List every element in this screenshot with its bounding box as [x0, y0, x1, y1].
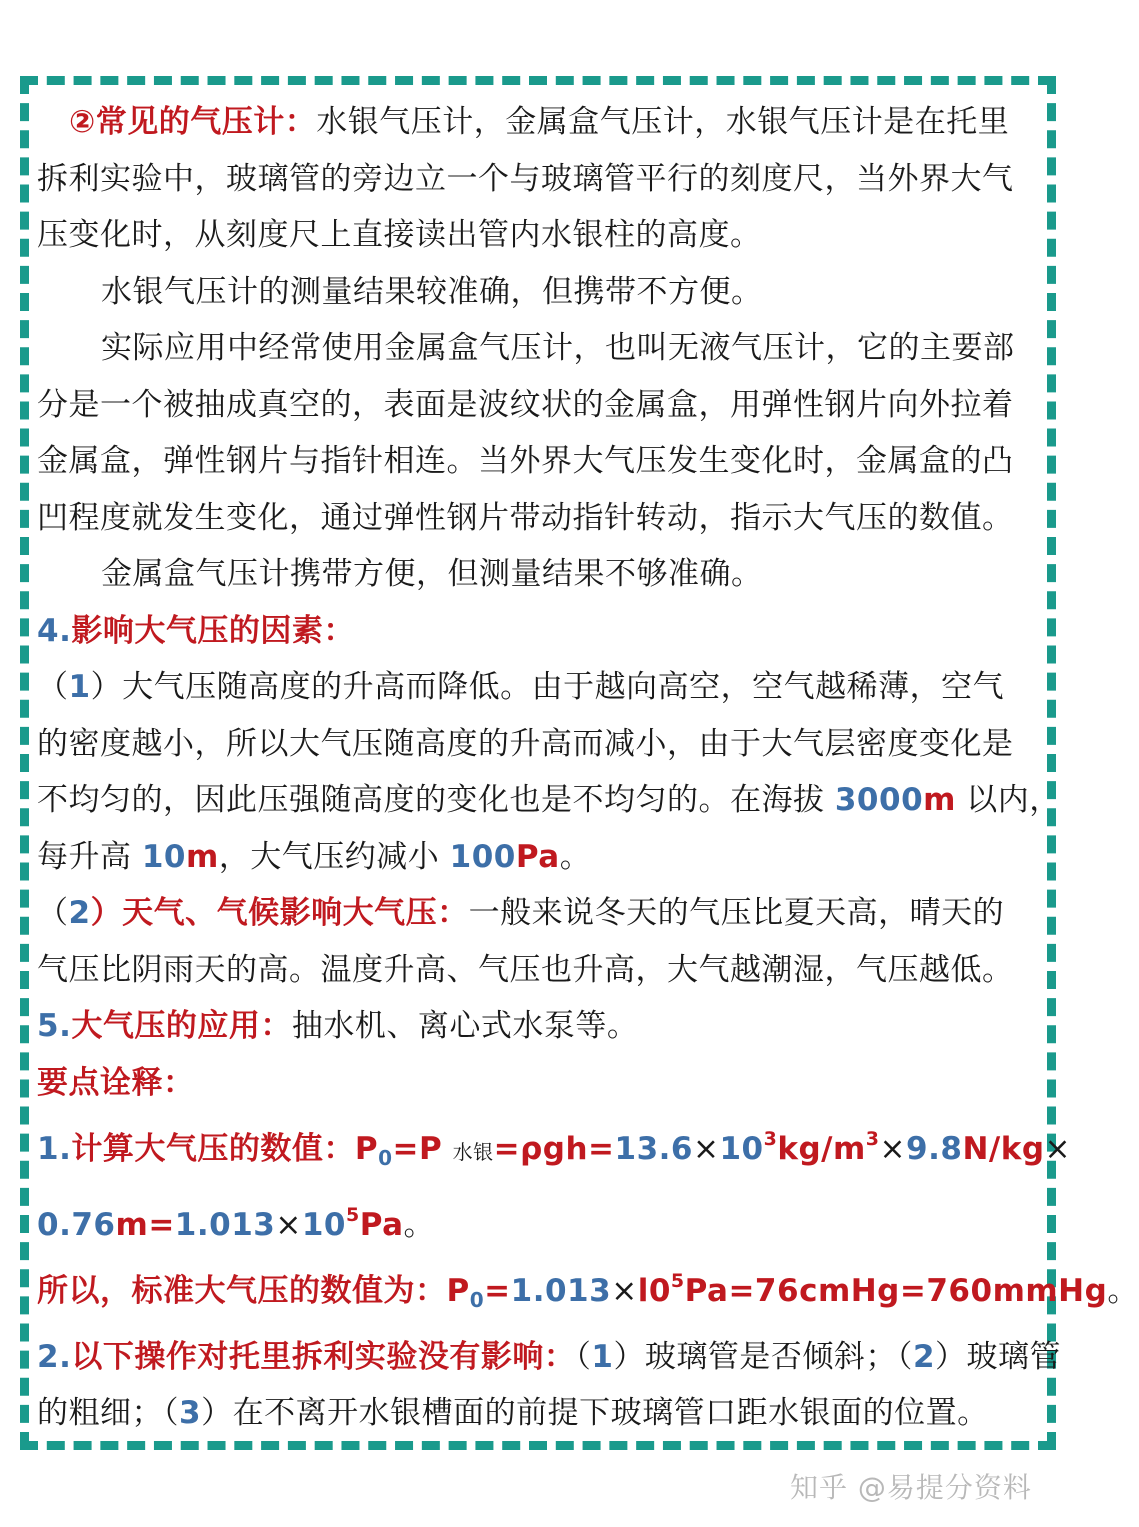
number-value: 1.013: [174, 1206, 276, 1243]
text-line: 水银气压计的测量结果较准确，但携带不方便。: [101, 273, 763, 310]
text-span: ）玻璃管是否倾斜；（: [613, 1338, 913, 1375]
symbol: =: [728, 1273, 755, 1309]
number-value: 76: [754, 1273, 800, 1309]
symbol: =: [588, 1131, 615, 1167]
subheading-weather: ）天气、气候影响大气压：: [90, 895, 469, 931]
formula-line: [37, 1187, 1049, 1254]
text-span: ）玻璃管: [935, 1338, 1062, 1375]
symbol: =: [899, 1273, 927, 1309]
heading-common-barometers: ②常见的气压计：: [69, 104, 317, 140]
unit: kg/m: [777, 1131, 866, 1167]
bracket: （: [37, 895, 69, 931]
symbol: P: [354, 1131, 379, 1167]
unit: m: [923, 782, 956, 818]
number-value: 9.8: [906, 1131, 963, 1167]
subscript: 0: [378, 1146, 393, 1170]
unit: m: [186, 838, 219, 875]
item-number: 1: [68, 669, 91, 705]
subscript: 0: [469, 1288, 485, 1312]
number-value: 760: [926, 1273, 993, 1309]
bracket: （: [37, 669, 69, 705]
text-line: 的密度越小，所以大气压随高度的升高而减小，由于大气层密度变化是: [37, 725, 1014, 762]
section-number: 4.: [37, 612, 72, 649]
text-line: 水银气压计，金属盒气压计，水银气压计是在托里: [316, 104, 1010, 140]
symbol: =: [148, 1206, 175, 1243]
number-value: 100: [449, 838, 516, 875]
text-line: 金属盒，弹性钢片与指针相连。当外界大气压发生变化时，金属盒的凸: [37, 443, 1014, 479]
text-line: 拆利实验中，玻璃管的旁边立一个与玻璃管平行的刻度尺，当外界大气: [37, 160, 1014, 197]
formula-line-standard-pressure: [37, 1253, 1139, 1329]
text-line: [37, 772, 1061, 829]
text-span: 的粗细；（: [37, 1395, 179, 1431]
symbol: =: [493, 1131, 521, 1167]
item-number: 2: [68, 895, 91, 931]
number-value: 3000: [834, 782, 924, 818]
text-span: ）大气压随高度的升高而降低。由于越向高空，空气越稀薄，空气: [90, 669, 1005, 705]
number-value: 10: [141, 838, 186, 875]
statement-standard-pressure: 所以，标准大气压的数值为：P: [37, 1273, 470, 1309]
text-span: 以内，: [955, 782, 1061, 818]
text-line: [37, 829, 1049, 886]
section-number: 1.: [37, 1131, 72, 1167]
text-span: 。: [1107, 1273, 1139, 1309]
text-line: 金属盒气压计携带方便，但测量结果不够准确。: [101, 556, 763, 592]
text-span: 抽水机、离心式水泵等。: [291, 1008, 639, 1044]
text-span: 。: [559, 838, 592, 875]
item-number: 1: [591, 1338, 614, 1375]
superscript: 5: [670, 1270, 685, 1292]
superscript: 3: [763, 1128, 778, 1150]
item-number: 3: [179, 1395, 202, 1431]
number-value: 13.6: [614, 1131, 693, 1167]
symbol: ×: [611, 1273, 638, 1309]
unit: Pa: [359, 1206, 404, 1243]
unit: cmHg: [799, 1273, 900, 1309]
text-line: 实际应用中经常使用金属盒气压计，也叫无液气压计，它的主要部: [101, 330, 1015, 366]
symbol: =: [484, 1273, 511, 1309]
text-span: 不均匀的，因此压强随高度的变化也是不均匀的。在海拔: [37, 782, 835, 818]
unit: Pa: [515, 838, 560, 875]
section-title: 大气压的应用：: [71, 1008, 292, 1044]
number-value: 10: [719, 1131, 764, 1167]
text-line: 气压比阴雨天的高。温度升高、气压也升高，大气越潮湿，气压越低。: [37, 951, 1014, 988]
paragraph-common-barometers: [37, 94, 1049, 151]
number-value: 1.013: [510, 1273, 612, 1309]
text-span: 一般来说冬天的气压比夏天高，晴天的: [468, 895, 1005, 931]
unit: mmHg: [992, 1273, 1108, 1309]
formula-line: [37, 1111, 1071, 1187]
section-number: 5.: [37, 1008, 72, 1044]
bracket: （: [575, 1338, 592, 1375]
number-value: 10: [301, 1206, 346, 1243]
section-title: 计算大气压的数值：: [71, 1131, 355, 1167]
unit: N/kg: [962, 1131, 1045, 1167]
number-value: 0.76: [37, 1206, 116, 1243]
text-span: ，大气压约减小: [218, 838, 450, 875]
text-span: ）在不离开水银槽面的前提下玻璃管口距水银面的位置。: [201, 1395, 989, 1431]
subscript-text: 水银: [452, 1140, 494, 1164]
section-title: 影响大气压的因素：: [71, 612, 355, 649]
text-line: [37, 659, 1049, 716]
section-heading-applications: [37, 998, 1049, 1055]
symbol: ×: [879, 1131, 907, 1167]
heading-key-points: 要点诠释：: [37, 1064, 195, 1101]
text-line: [37, 885, 1049, 942]
text-line: 凹程度就发生变化，通过弹性钢片带动指针转动，指示大气压的数值。: [37, 499, 1014, 536]
superscript: 3: [865, 1128, 880, 1150]
unit: m: [115, 1206, 149, 1243]
text-line: 压变化时，从刻度尺上直接读出管内水银柱的高度。: [37, 217, 762, 253]
symbol: ×: [1044, 1131, 1071, 1167]
symbol: =P: [392, 1131, 443, 1167]
text-line: [37, 1329, 1062, 1386]
text-span: 每升高: [37, 838, 142, 875]
section-heading-factors: [37, 603, 1049, 660]
section-title: 以下操作对托里拆利实验没有影响：: [71, 1338, 576, 1375]
unit: Pa: [684, 1273, 729, 1309]
symbol: ×: [275, 1206, 302, 1243]
number-value: l0: [637, 1273, 671, 1309]
item-number: 2: [912, 1338, 936, 1375]
section-number: 2.: [37, 1338, 72, 1375]
symbol: ×: [693, 1131, 720, 1167]
document-body: [37, 94, 1139, 1442]
zhihu-watermark: 知乎 @易提分资料: [790, 1471, 1032, 1504]
symbol: ρgh: [520, 1131, 589, 1167]
text-span: 。: [403, 1206, 436, 1243]
superscript: 5: [345, 1203, 360, 1226]
text-line: 分是一个被抽成真空的，表面是波纹状的金属盒，用弹性钢片向外拉着: [37, 386, 1014, 423]
text-line: [37, 1385, 1049, 1442]
